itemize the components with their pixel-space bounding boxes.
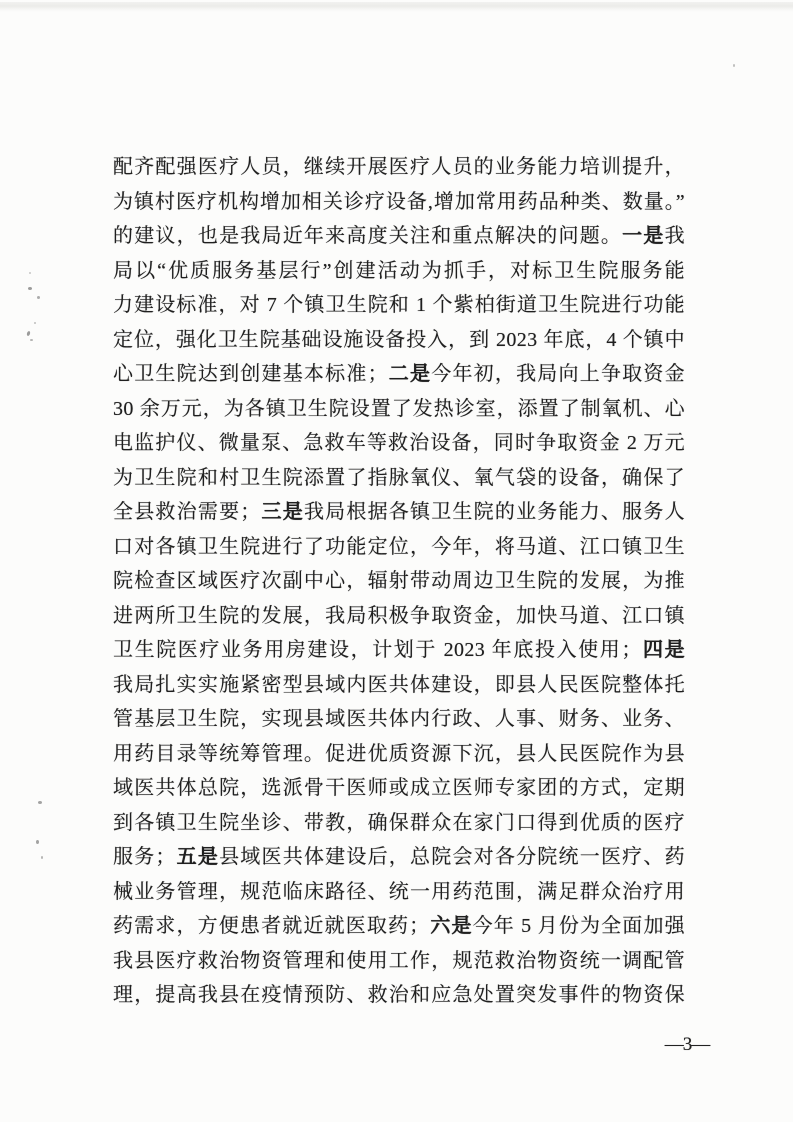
body-line: 力建设标准，对 7 个镇卫生院和 1 个紫柏街道卫生院进行功能: [113, 294, 685, 316]
body-line: 域医共体总院，选派骨干医师或成立医师专家团的方式，定期: [113, 777, 685, 799]
body-line: 全县救治需要；三是我局根据各镇卫生院的业务能力、服务人: [113, 501, 685, 523]
ink-speck: [37, 296, 40, 299]
body-line: 理，提高我县在疫情预防、救治和应急处置突发事件的物资保: [113, 984, 685, 1006]
ink-speck: [30, 339, 33, 341]
body-line: 定位，强化卫生院基础设施设备投入，到 2023 年底，4 个镇中: [113, 328, 685, 351]
ink-speck: [41, 856, 43, 859]
body-line: 为镇村医疗机构增加相关诊疗设备,增加常用药品种类、数量。”: [113, 190, 685, 213]
body-line: 局以“优质服务基层行”创建活动为抓手，对标卫生院服务能: [113, 259, 685, 282]
scanner-edge-shadow: [0, 2, 793, 12]
body-line: 进两所卫生院的发展，我局积极争取资金，加快马道、江口镇: [113, 604, 685, 627]
body-line: 为卫生院和村卫生院添置了指脉氧仪、氧气袋的设备，确保了: [113, 466, 685, 489]
body-line: 药需求，方便患者就近就医取药；六是今年 5 月份为全面加强: [113, 915, 686, 937]
body-line: 电监护仪、微量泵、急救车等救治设备，同时争取资金 2 万元: [113, 432, 685, 454]
body-line: 到各镇卫生院坐诊、带教，确保群众在家门口得到优质的医疗: [113, 811, 685, 834]
body-line: 配齐配强医疗人员，继续开展医疗人员的业务能力培训提升，: [113, 156, 685, 178]
body-line: 口对各镇卫生院进行了功能定位，今年，将马道、江口镇卫生: [113, 535, 685, 558]
page-number: —3—: [664, 1034, 710, 1055]
ink-speck: [29, 272, 31, 274]
body-line: 的建议，也是我局近年来高度关注和重点解决的问题。一是我: [113, 225, 685, 247]
body-line: 用药目录等统筹管理。促进优质资源下沉，县人民医院作为县: [113, 742, 685, 765]
body-line: 30 余万元，为各镇卫生院设置了发热诊室，添置了制氧机、心: [113, 397, 685, 420]
body-line: 我局扎实实施紧密型县域内医共体建设，即县人民医院整体托: [113, 673, 685, 696]
body-line: 卫生院医疗业务用房建设，计划于 2023 年底投入使用；四是: [113, 639, 685, 661]
ink-speck: [26, 331, 30, 337]
document-body: [113, 150, 685, 1013]
body-line: 院检查区域医疗次副中心，辐射带动周边卫生院的发展，为推: [113, 570, 685, 592]
body-line: 械业务管理，规范临床路径、统一用药范围，满足群众治疗用: [113, 880, 685, 903]
ink-speck: [28, 287, 32, 290]
ink-speck: [733, 64, 735, 67]
ink-speck: [36, 840, 39, 844]
body-line: 我县医疗救治物资管理和使用工作，规范救治物资统一调配管: [113, 949, 685, 972]
body-line: 心卫生院达到创建基本标准；二是今年初，我局向上争取资金: [113, 363, 685, 385]
body-line: 服务；五是县域医共体建设后，总院会对各分院统一医疗、药: [113, 846, 685, 868]
ink-speck: [34, 322, 36, 324]
body-line: 管基层卫生院，实现县域医共体内行政、人事、财务、业务、: [113, 708, 685, 730]
ink-speck: [38, 801, 42, 804]
